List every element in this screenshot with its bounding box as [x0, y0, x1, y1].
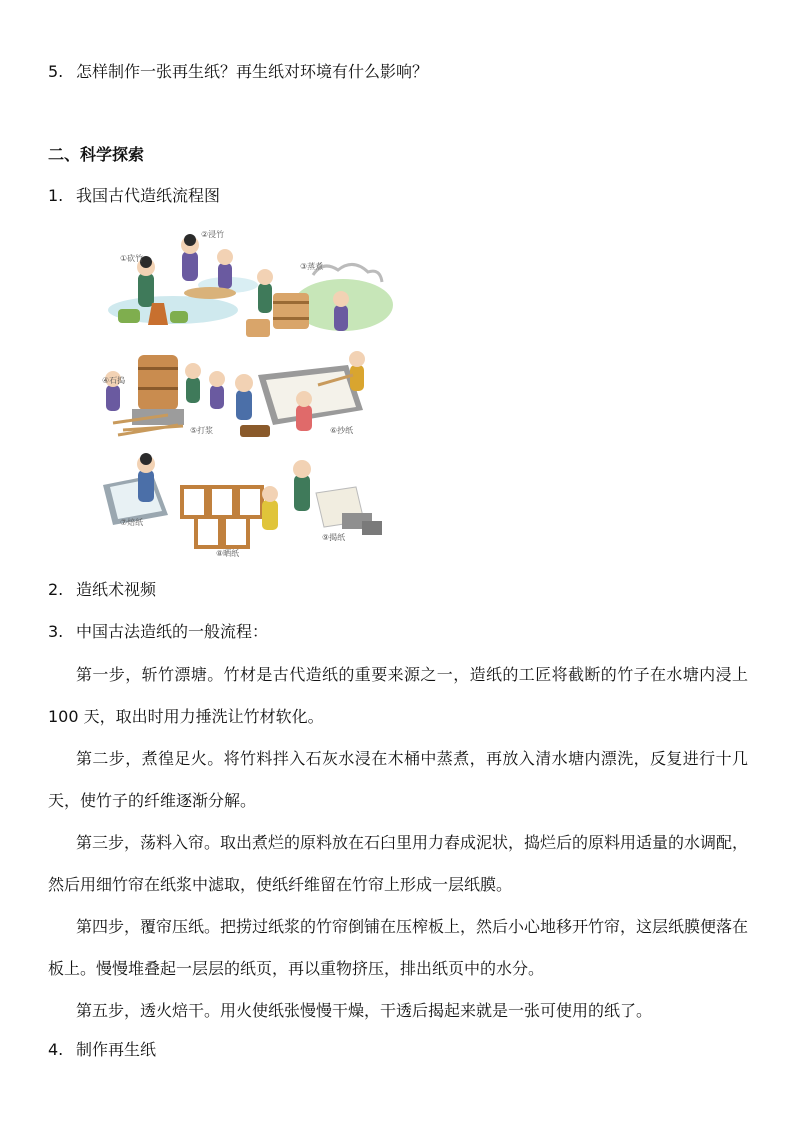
item-2 [48, 580, 156, 600]
item-1-text: 我国古代造纸流程图 [76, 186, 221, 205]
item-3-number: 3. [48, 622, 64, 641]
item-4 [48, 1040, 156, 1060]
caption-2: ②浸竹 [201, 230, 225, 239]
caption-8: ⑧晒纸 [216, 549, 240, 558]
stage-stack-paper [293, 460, 382, 535]
caption-7: ⑦焙纸 [120, 518, 144, 527]
question-5-number: 5. [48, 62, 64, 81]
question-5-text: 怎样制作一张再生纸？再生纸对环境有什么影响？ [76, 62, 429, 81]
illustration-svg [98, 225, 393, 563]
stage-mould [103, 453, 168, 525]
item-3-text: 中国古法造纸的一般流程： [76, 622, 269, 641]
caption-3: ③蒸煮 [300, 262, 324, 271]
caption-5: ⑤打浆 [190, 426, 214, 435]
question-5 [48, 62, 428, 82]
section-2-title: 二、科学探索 [48, 145, 145, 164]
item-1 [48, 186, 220, 206]
caption-1: ①砍竹 [120, 254, 144, 263]
step-1-paragraph: 第一步，斩竹漂塘。竹材是古代造纸的重要来源之一，造纸的工匠将截断的竹子在水塘内浸上 100 天，取出时用力捶洗让竹材软化。 [48, 665, 748, 726]
stage-dry-frames [182, 486, 278, 547]
step-4-paragraph: 第四步，覆帘压纸。把捞过纸浆的竹帘倒铺在压榨板上，然后小心地移开竹帘，这层纸膜便落在板上。慢慢堆叠起一层层的纸页，再以重物挤压，排出纸页中的水分。 [48, 917, 749, 978]
item-4-text: 制作再生纸 [76, 1040, 157, 1059]
item-2-number: 2. [48, 580, 64, 599]
caption-6: ⑥抄纸 [330, 426, 354, 435]
stage-boil [105, 355, 184, 435]
step-5-paragraph: 第五步，透火焙干。用火使纸张慢慢干燥，干透后揭起来就是一张可使用的纸了。 [76, 1001, 653, 1020]
stage-soak [181, 234, 236, 299]
caption-4: ④石捣 [102, 376, 126, 385]
step-2-paragraph: 第二步，煮徨足火。将竹料拌入石灰水浸在木桶中蒸煮，再放入清水塘内漂洗，反复进行十几天，使竹子的纤维逐渐分解。 [48, 749, 748, 810]
item-2-text: 造纸术视频 [76, 580, 157, 599]
stage-pulp-vat [258, 351, 365, 431]
papermaking-flowchart-illustration [98, 225, 393, 563]
step-3-paragraph: 第三步，荡料入帘。取出煮烂的原料放在石臼里用力舂成泥状，捣烂后的原料用适量的水调配，然后用细竹帘在纸浆中滤取，使纸纤维留在竹帘上形成一层纸膜。 [48, 833, 749, 894]
item-3 [48, 622, 268, 642]
stage-cut-bamboo [118, 256, 188, 325]
item-1-number: 1. [48, 186, 64, 205]
caption-9: ⑨揭纸 [322, 533, 346, 542]
item-4-number: 4. [48, 1040, 64, 1059]
